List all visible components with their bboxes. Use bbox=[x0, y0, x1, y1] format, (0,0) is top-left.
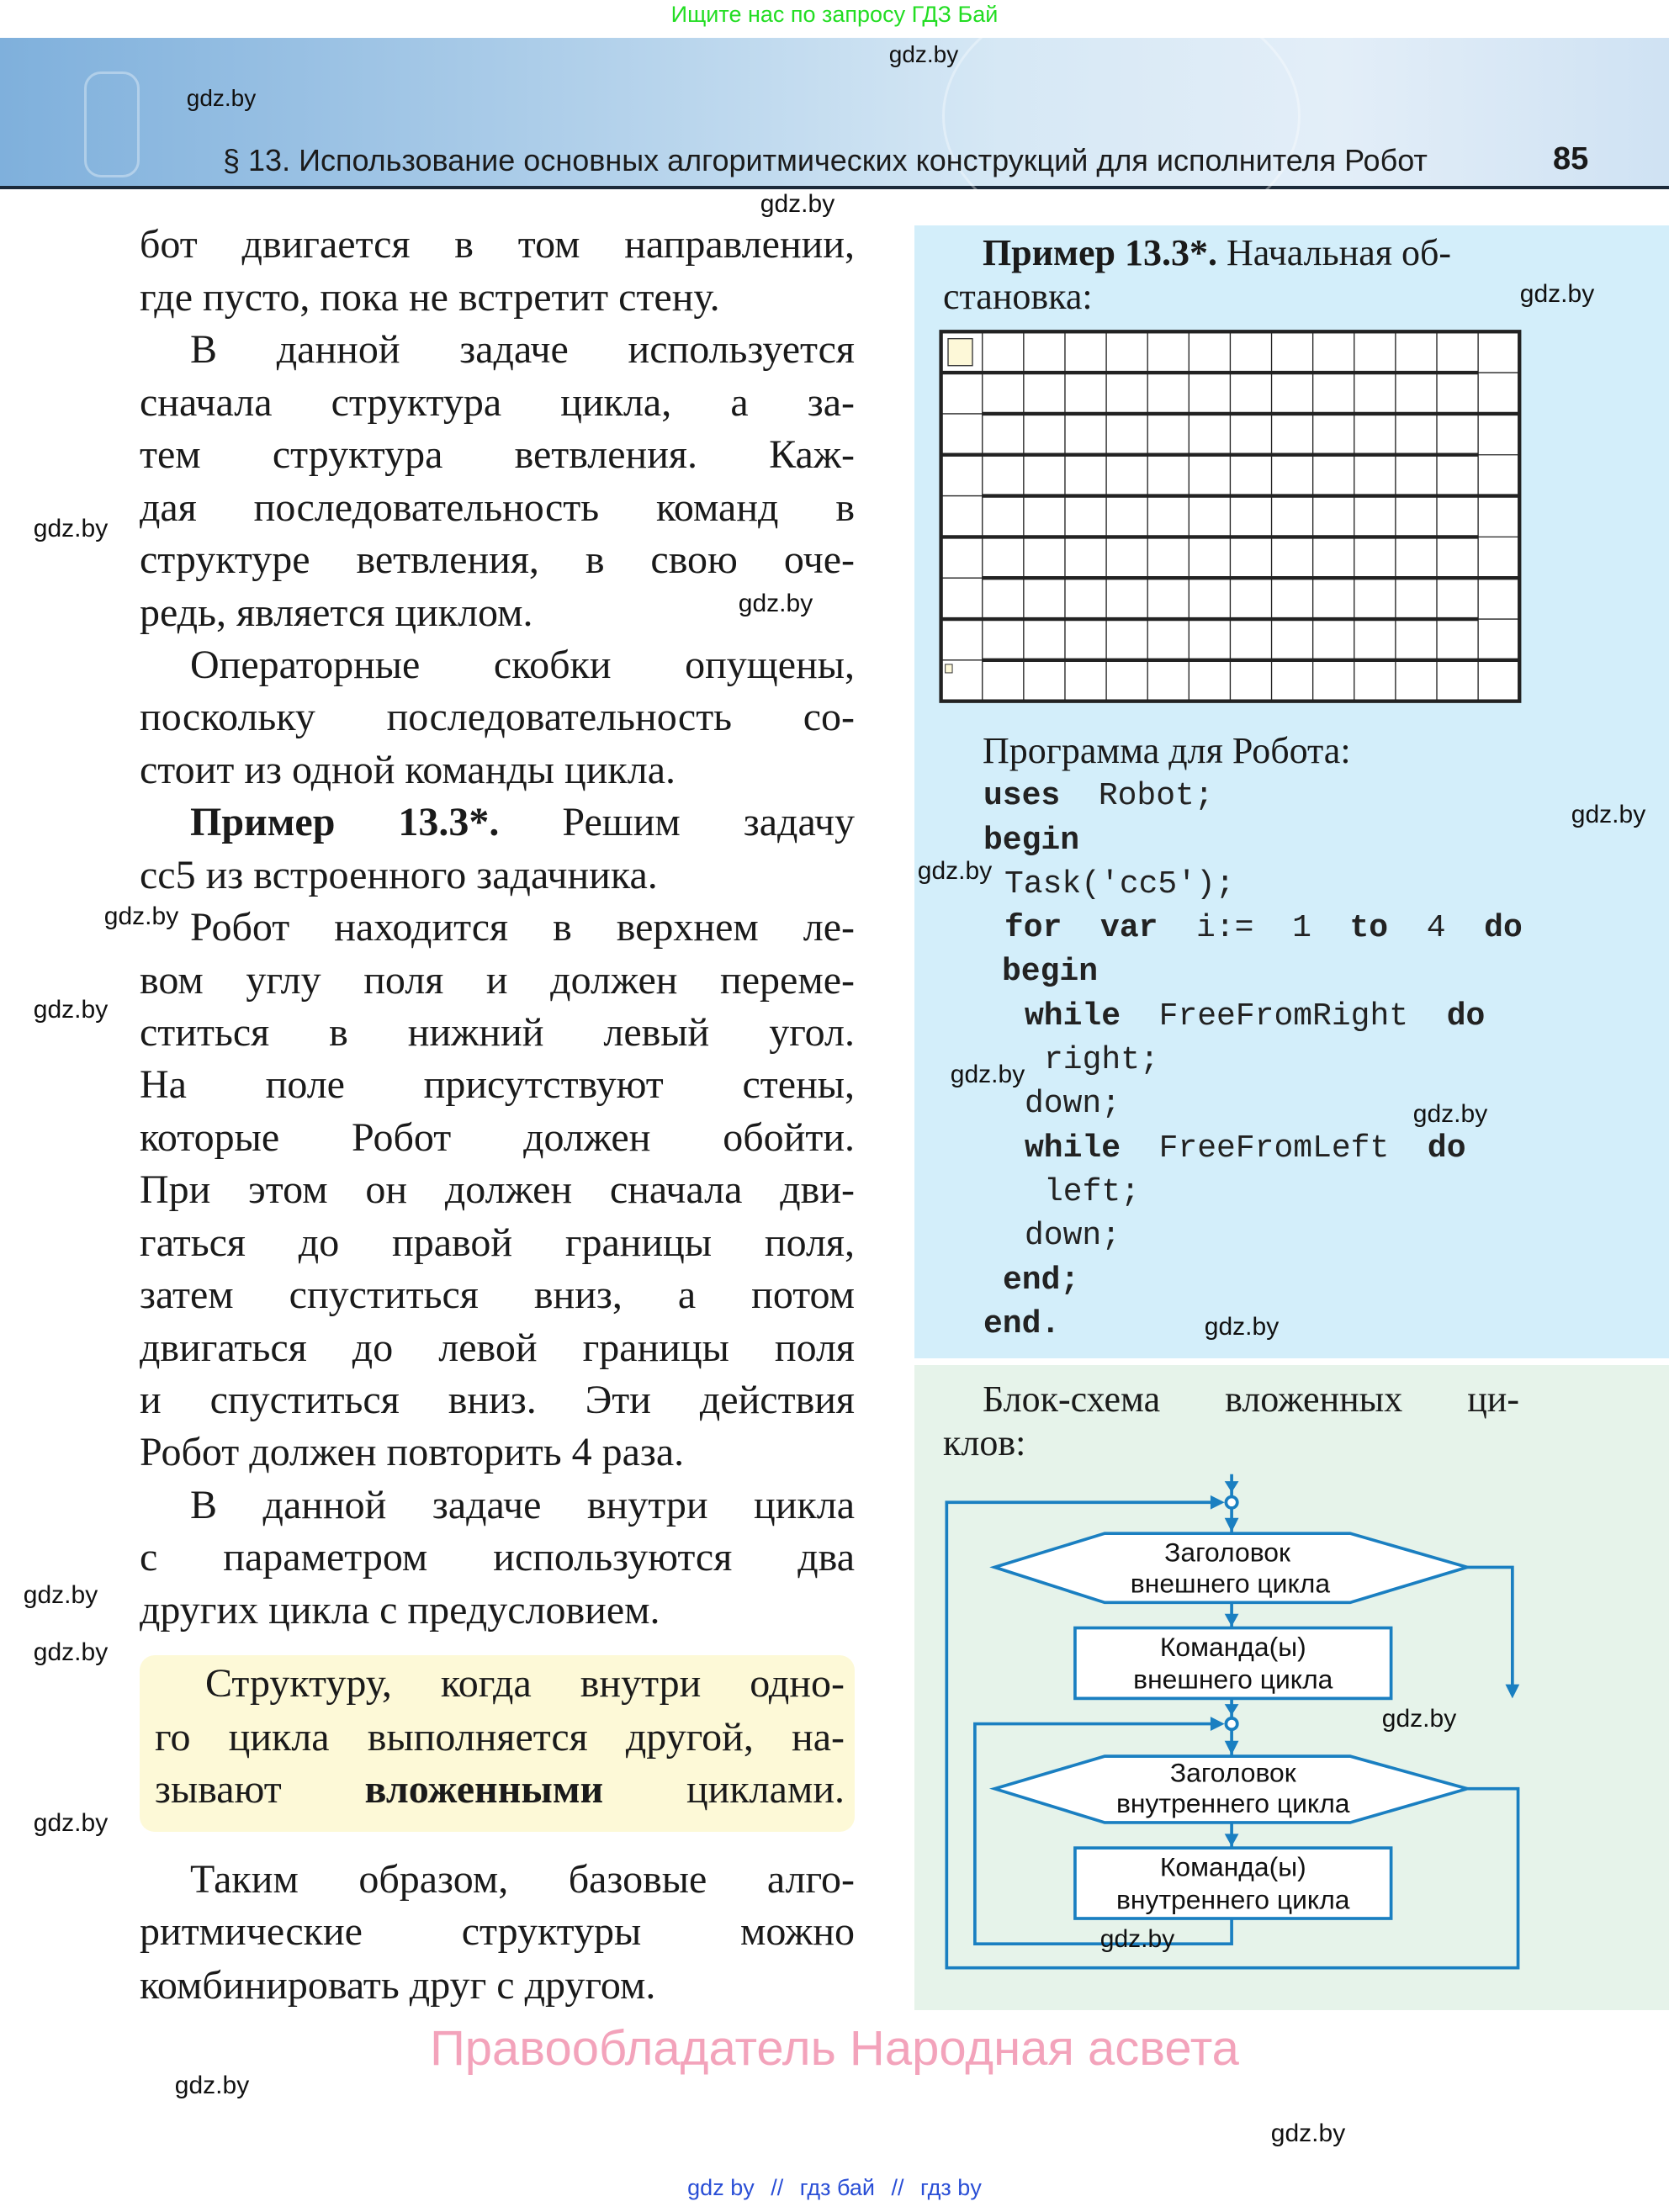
inner-header-label: внутреннего цикла bbox=[1116, 1788, 1350, 1819]
code-text: i:= 1 bbox=[1158, 910, 1350, 946]
text-line: двигаться до левой границы поля bbox=[140, 1326, 855, 1370]
text-line: других цикла с предусловием. bbox=[140, 1588, 660, 1633]
text-line: гаться до правой границы поля, bbox=[140, 1220, 855, 1265]
program-label: Программа для Робота: bbox=[983, 730, 1351, 771]
separator: // bbox=[771, 2175, 784, 2200]
text-line: дая последовательность команд в bbox=[140, 485, 855, 530]
text-line: где пусто, пока не встретит стену. bbox=[140, 275, 720, 320]
text-line: которые Робот должен обойти. bbox=[140, 1115, 855, 1160]
watermark: gdz.by bbox=[888, 41, 959, 67]
text-line: поскольку последовательность со- bbox=[140, 695, 855, 739]
code-text: down; bbox=[1025, 1218, 1121, 1254]
flowchart-title-line2: клов: bbox=[943, 1422, 1026, 1463]
code-text: FreeFromRight bbox=[1121, 998, 1447, 1035]
code-text: left; bbox=[1044, 1174, 1141, 1210]
watermark: gdz.by bbox=[1270, 2119, 1346, 2147]
watermark: gdz.by bbox=[23, 1581, 98, 1609]
text-line: вом углу поля и должен переме- bbox=[140, 958, 855, 1003]
outer-header-label: внешнего цикла bbox=[1130, 1568, 1331, 1599]
code-keyword: var bbox=[1100, 910, 1158, 946]
inner-commands-label: внутреннего цикла bbox=[1116, 1884, 1350, 1915]
code-keyword: for bbox=[1004, 910, 1062, 946]
page-number: 85 bbox=[1553, 141, 1589, 177]
arrow-icon bbox=[1225, 1834, 1239, 1846]
text-line: ститься в нижний левый угол. bbox=[140, 1010, 855, 1055]
watermark: gdz.by bbox=[33, 515, 109, 542]
code-keyword: uses bbox=[983, 778, 1061, 814]
text-span: Решим задачу bbox=[499, 800, 855, 844]
code-keyword: while bbox=[1025, 1130, 1121, 1167]
bold-text: Пример 13.3*. bbox=[190, 800, 500, 844]
search-hint: Ищите нас по запросу ГДЗ Бай bbox=[670, 2, 999, 27]
link-gdz-by-alt[interactable]: гдз by bbox=[920, 2175, 982, 2200]
outer-junction bbox=[1226, 1497, 1237, 1508]
text-line: стоит из одной команды цикла. bbox=[140, 748, 676, 792]
text-line: затем спуститься вниз, а потом bbox=[140, 1273, 855, 1317]
text-line: сначала структура цикла, а за- bbox=[140, 380, 855, 425]
arrow-icon bbox=[1225, 1741, 1239, 1755]
watermark: gdz.by bbox=[917, 857, 993, 885]
arrow-icon bbox=[1225, 1704, 1239, 1715]
outer-commands-label: внешнего цикла bbox=[1133, 1664, 1333, 1695]
watermark: gdz.by bbox=[33, 996, 109, 1024]
text-line: с параметром используются два bbox=[140, 1535, 855, 1580]
example-heading-line2: становка: bbox=[943, 276, 1093, 317]
section-title: § 13. Использование основных алгоритмических конструкций для исполнителя Робот bbox=[223, 143, 1428, 177]
watermark: gdz.by bbox=[1412, 1100, 1488, 1128]
watermark: gdz.by bbox=[1519, 280, 1595, 308]
text-line: При этом он должен сначала дви- bbox=[140, 1167, 855, 1212]
code-text: Task('cc5'); bbox=[1004, 866, 1235, 902]
outer-exit-line bbox=[1467, 1567, 1513, 1692]
text-line: В данной задаче внутри цикла bbox=[190, 1483, 855, 1527]
arrow-icon bbox=[1505, 1685, 1519, 1699]
code-keyword: begin bbox=[983, 823, 1080, 859]
inner-commands-label: Команда(ы) bbox=[1159, 1851, 1306, 1882]
link-gdz-bai[interactable]: гдз бай bbox=[799, 2175, 875, 2200]
code-text: 4 bbox=[1388, 910, 1485, 946]
watermark: gdz.by bbox=[1204, 1313, 1280, 1341]
text-span: циклами. bbox=[603, 1767, 845, 1812]
inner-header-label: Заголовок bbox=[1169, 1757, 1296, 1788]
text-line: Операторные скобки опущены, bbox=[190, 643, 855, 687]
text-line: В данной задаче используется bbox=[190, 327, 855, 372]
target-cell-marker bbox=[946, 664, 952, 673]
robot-icon bbox=[948, 339, 972, 366]
arrow-icon bbox=[1225, 1481, 1239, 1492]
code-text: right; bbox=[1044, 1042, 1159, 1078]
text-line: структуре ветвления, в свою оче- bbox=[140, 537, 855, 582]
code-keyword: to bbox=[1349, 910, 1389, 946]
code-keyword: end; bbox=[1003, 1262, 1080, 1299]
text-line: редь, является циклом. bbox=[140, 590, 533, 635]
watermark: gdz.by bbox=[738, 590, 813, 617]
watermark: gdz.by bbox=[186, 85, 257, 111]
robot-field bbox=[941, 331, 1520, 701]
watermark: gdz.by bbox=[950, 1061, 1025, 1088]
separator: // bbox=[891, 2175, 904, 2200]
arrow-icon bbox=[1211, 1495, 1225, 1510]
watermark: gdz.by bbox=[1099, 1925, 1175, 1953]
code-keyword: end. bbox=[983, 1306, 1061, 1342]
text-line: бот двигается в том направлении, bbox=[140, 222, 855, 267]
inner-junction bbox=[1226, 1718, 1237, 1729]
text-line: Таким образом, базовые алго- bbox=[190, 1857, 855, 1902]
flowchart-title: Блок-схема вложенных ци- bbox=[983, 1379, 1519, 1420]
copyright-footer: Правообладатель Народная асвета bbox=[430, 2021, 1239, 2076]
text-line: Структуру, когда внутри одно- bbox=[205, 1661, 845, 1706]
text-line: комбинировать друг с другом. bbox=[140, 1963, 656, 2008]
text-line: cc5 из встроенного задачника. bbox=[140, 853, 658, 897]
code-text: FreeFromLeft bbox=[1121, 1130, 1428, 1167]
watermark: gdz.by bbox=[174, 2072, 250, 2099]
watermark: gdz.by bbox=[33, 1809, 109, 1837]
code-text: Robot; bbox=[1060, 778, 1214, 814]
watermark: gdz.by bbox=[1381, 1705, 1457, 1733]
code-text: down; bbox=[1025, 1086, 1121, 1122]
code-keyword: do bbox=[1427, 1130, 1466, 1167]
outer-header-label: Заголовок bbox=[1164, 1537, 1290, 1568]
code-keyword: do bbox=[1446, 998, 1486, 1035]
text-line: Робот находится в верхнем ле- bbox=[190, 905, 855, 950]
term-bold: вложенными bbox=[364, 1767, 604, 1812]
outer-commands-label: Команда(ы) bbox=[1159, 1632, 1306, 1663]
watermark: gdz.by bbox=[103, 902, 179, 930]
text-span: зывают bbox=[155, 1767, 365, 1812]
watermark: gdz.by bbox=[33, 1638, 109, 1666]
text-line: ритмические структуры можно bbox=[140, 1909, 855, 1954]
code-keyword: begin bbox=[1002, 954, 1099, 990]
text-line: На поле присутствуют стены, bbox=[140, 1062, 855, 1107]
code-keyword: do bbox=[1484, 910, 1523, 946]
arrow-icon bbox=[1225, 1518, 1239, 1532]
example-heading-text: Начальная об- bbox=[1217, 232, 1451, 273]
arrow-icon bbox=[1211, 1717, 1225, 1731]
link-gdz-by[interactable]: gdz by bbox=[687, 2175, 755, 2200]
example-number: Пример 13.3*. bbox=[983, 232, 1218, 273]
text-line: Робот должен повторить 4 раза. bbox=[140, 1430, 685, 1474]
watermark: gdz.by bbox=[760, 190, 835, 218]
code-keyword: while bbox=[1025, 998, 1121, 1035]
text-line: тем структура ветвления. Каж- bbox=[140, 432, 855, 477]
footer-links bbox=[0, 2175, 1669, 2201]
text-line: го цикла выполняется другой, на- bbox=[155, 1715, 845, 1760]
arrow-icon bbox=[1225, 1614, 1239, 1627]
text-line: и спуститься вниз. Эти действия bbox=[140, 1378, 855, 1422]
watermark: gdz.by bbox=[1571, 801, 1646, 828]
